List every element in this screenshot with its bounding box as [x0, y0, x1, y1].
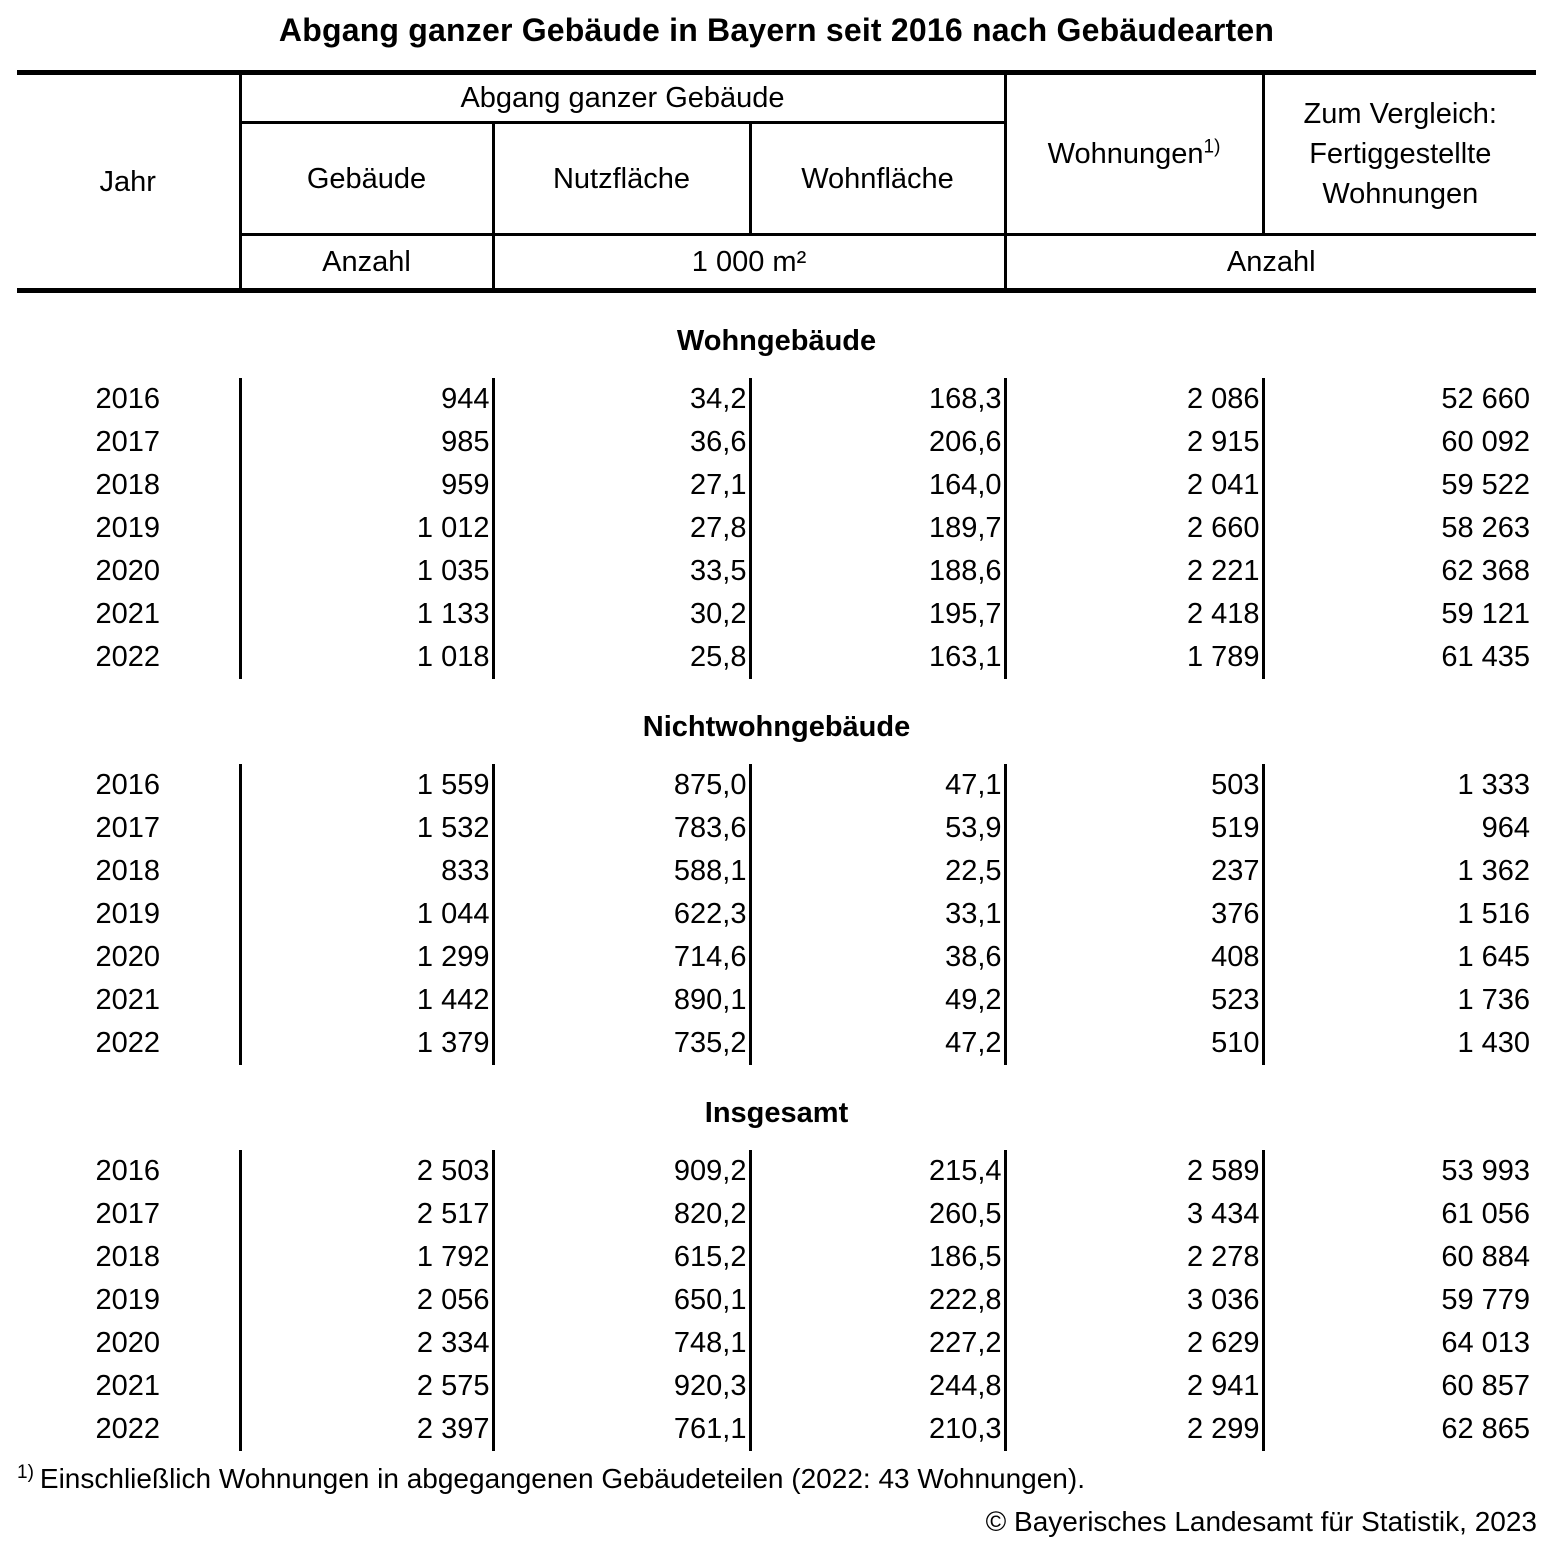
section-title-row	[17, 291, 1536, 379]
cell-wohnungen: 2 915	[1005, 421, 1263, 464]
table-row	[17, 1365, 1536, 1408]
cell-nutzflaeche: 27,1	[493, 464, 750, 507]
cell-fertiggestellte-wohnungen: 62 865	[1441, 1413, 1531, 1445]
footnote	[17, 1462, 1085, 1496]
cell-gebaeude: 1 018	[240, 636, 493, 679]
table-row	[17, 850, 1536, 893]
cell-wohnungen: 2 278	[1005, 1236, 1263, 1279]
cell-year: 2016	[17, 764, 240, 807]
cell-wohnflaeche: 189,7	[750, 507, 1005, 550]
table-row	[17, 893, 1536, 936]
cell-year: 2018	[17, 464, 240, 507]
cell-nutzflaeche: 588,1	[493, 850, 750, 893]
cell-gebaeude: 1 133	[240, 593, 493, 636]
cell-wohnungen: 519	[1005, 807, 1263, 850]
cell-wohnungen: 3 036	[1005, 1279, 1263, 1322]
cell-wohnungen: 376	[1005, 893, 1263, 936]
header-cell-wohnflaeche: Wohnfläche	[750, 123, 1005, 235]
cell-fertiggestellte-wohnungen: 64 013	[1441, 1327, 1531, 1359]
cell-wohnflaeche: 206,6	[750, 421, 1005, 464]
section-title-row	[17, 679, 1536, 764]
cell-gebaeude: 1 044	[240, 893, 493, 936]
cell-gebaeude: 944	[240, 378, 493, 421]
unit-cell-anzahl-gebaeude: Anzahl	[240, 235, 493, 291]
header-wohnungen-label: Wohnungen	[1047, 138, 1204, 170]
cell-fertiggestellte-wohnungen: 59 779	[1441, 1284, 1531, 1316]
cell-nutzflaeche: 34,2	[493, 378, 750, 421]
cell-fertiggestellte-wohnungen: 59 522	[1441, 469, 1531, 501]
cell-year: 2018	[17, 1236, 240, 1279]
table-row	[17, 1322, 1536, 1365]
page-title: Abgang ganzer Gebäude in Bayern seit 2016 nach Gebäudearten	[278, 12, 1275, 48]
cell-nutzflaeche: 783,6	[493, 807, 750, 850]
cell-gebaeude: 1 299	[240, 936, 493, 979]
table-row	[17, 421, 1536, 464]
cell-nutzflaeche: 920,3	[493, 1365, 750, 1408]
cell-year: 2017	[17, 807, 240, 850]
cell-fertiggestellte-wohnungen: 1 736	[1457, 984, 1531, 1016]
cell-wohnungen: 408	[1005, 936, 1263, 979]
cell-year: 2022	[17, 1022, 240, 1065]
section-title: Insgesamt	[704, 1097, 849, 1129]
cell-year: 2019	[17, 893, 240, 936]
statistics-table	[17, 70, 1536, 1451]
cell-wohnungen: 2 589	[1005, 1150, 1263, 1193]
cell-wohnungen: 2 221	[1005, 550, 1263, 593]
cell-gebaeude: 2 334	[240, 1322, 493, 1365]
cell-wohnflaeche: 168,3	[750, 378, 1005, 421]
table-row	[17, 936, 1536, 979]
cell-wohnflaeche: 188,6	[750, 550, 1005, 593]
cell-nutzflaeche: 33,5	[493, 550, 750, 593]
table-section	[17, 291, 1536, 680]
cell-fertiggestellte-wohnungen: 1 645	[1457, 941, 1531, 973]
table-row	[17, 636, 1536, 679]
cell-wohnungen: 2 299	[1005, 1408, 1263, 1451]
cell-gebaeude: 2 056	[240, 1279, 493, 1322]
table-row	[17, 1022, 1536, 1065]
cell-wohnflaeche: 53,9	[750, 807, 1005, 850]
cell-nutzflaeche: 748,1	[493, 1322, 750, 1365]
cell-nutzflaeche: 622,3	[493, 893, 750, 936]
cell-wohnungen: 2 086	[1005, 378, 1263, 421]
cell-nutzflaeche: 761,1	[493, 1408, 750, 1451]
cell-nutzflaeche: 615,2	[493, 1236, 750, 1279]
cell-gebaeude: 1 532	[240, 807, 493, 850]
cell-year: 2020	[17, 936, 240, 979]
cell-year: 2017	[17, 421, 240, 464]
table-row	[17, 1408, 1536, 1451]
cell-wohnflaeche: 210,3	[750, 1408, 1005, 1451]
cell-wohnflaeche: 215,4	[750, 1150, 1005, 1193]
cell-fertiggestellte-wohnungen: 61 056	[1441, 1198, 1531, 1230]
cell-wohnflaeche: 244,8	[750, 1365, 1005, 1408]
cell-wohnflaeche: 38,6	[750, 936, 1005, 979]
cell-year: 2018	[17, 850, 240, 893]
table-row	[17, 1193, 1536, 1236]
cell-wohnflaeche: 49,2	[750, 979, 1005, 1022]
cell-wohnungen: 2 418	[1005, 593, 1263, 636]
cell-wohnflaeche: 163,1	[750, 636, 1005, 679]
section-title-row	[17, 1065, 1536, 1150]
cell-wohnungen: 523	[1005, 979, 1263, 1022]
cell-wohnflaeche: 227,2	[750, 1322, 1005, 1365]
cell-fertiggestellte-wohnungen: 60 092	[1441, 426, 1531, 458]
cell-year: 2021	[17, 593, 240, 636]
cell-wohnungen: 1 789	[1005, 636, 1263, 679]
table-row	[17, 979, 1536, 1022]
header-cell-nutzflaeche: Nutzfläche	[493, 123, 750, 235]
cell-fertiggestellte-wohnungen: 53 993	[1441, 1155, 1531, 1187]
cell-fertiggestellte-wohnungen: 62 368	[1441, 555, 1531, 587]
cell-wohnflaeche: 47,2	[750, 1022, 1005, 1065]
table-section	[17, 1065, 1536, 1451]
section-title: Wohngebäude	[676, 325, 877, 357]
cell-nutzflaeche: 30,2	[493, 593, 750, 636]
cell-wohnungen: 510	[1005, 1022, 1263, 1065]
header-cell-gebaeude: Gebäude	[240, 123, 493, 235]
table-header	[17, 73, 1536, 291]
cell-wohnflaeche: 186,5	[750, 1236, 1005, 1279]
cell-wohnungen: 503	[1005, 764, 1263, 807]
cell-wohnflaeche: 164,0	[750, 464, 1005, 507]
cell-gebaeude: 2 503	[240, 1150, 493, 1193]
table-row	[17, 1150, 1536, 1193]
unit-cell-anzahl-wohnungen: Anzahl	[1005, 235, 1536, 291]
cell-gebaeude: 1 559	[240, 764, 493, 807]
header-cell-wohnungen	[1005, 73, 1263, 235]
footnote-marker: 1)	[17, 1461, 34, 1483]
cell-fertiggestellte-wohnungen: 1 430	[1457, 1027, 1531, 1059]
cell-nutzflaeche: 820,2	[493, 1193, 750, 1236]
cell-gebaeude: 2 397	[240, 1408, 493, 1451]
unit-cell-quadratmeter: 1 000 m²	[493, 235, 1005, 291]
cell-year: 2019	[17, 507, 240, 550]
cell-nutzflaeche: 25,8	[493, 636, 750, 679]
cell-year: 2021	[17, 979, 240, 1022]
cell-nutzflaeche: 875,0	[493, 764, 750, 807]
copyright: © Bayerisches Landesamt für Statistik, 2023	[985, 1506, 1537, 1537]
cell-wohnungen: 237	[1005, 850, 1263, 893]
cell-wohnungen: 3 434	[1005, 1193, 1263, 1236]
cell-gebaeude: 1 012	[240, 507, 493, 550]
cell-gebaeude: 1 035	[240, 550, 493, 593]
table-row	[17, 764, 1536, 807]
cell-wohnflaeche: 222,8	[750, 1279, 1005, 1322]
table-row	[17, 807, 1536, 850]
cell-wohnungen: 2 041	[1005, 464, 1263, 507]
cell-wohnungen: 2 660	[1005, 507, 1263, 550]
cell-fertiggestellte-wohnungen: 1 333	[1457, 769, 1531, 801]
cell-gebaeude: 959	[240, 464, 493, 507]
table-row	[17, 550, 1536, 593]
cell-nutzflaeche: 909,2	[493, 1150, 750, 1193]
table-row	[17, 378, 1536, 421]
cell-fertiggestellte-wohnungen: 59 121	[1441, 598, 1531, 630]
cell-nutzflaeche: 890,1	[493, 979, 750, 1022]
cell-year: 2017	[17, 1193, 240, 1236]
cell-gebaeude: 1 442	[240, 979, 493, 1022]
table-row	[17, 1236, 1536, 1279]
cell-nutzflaeche: 36,6	[493, 421, 750, 464]
cell-gebaeude: 2 517	[240, 1193, 493, 1236]
cell-fertiggestellte-wohnungen: 1 516	[1457, 898, 1531, 930]
table-row	[17, 464, 1536, 507]
cell-gebaeude: 1 792	[240, 1236, 493, 1279]
table-row	[17, 593, 1536, 636]
table-section	[17, 679, 1536, 1065]
cell-gebaeude: 985	[240, 421, 493, 464]
cell-year: 2016	[17, 378, 240, 421]
cell-year: 2022	[17, 1408, 240, 1451]
cell-wohnungen: 2 629	[1005, 1322, 1263, 1365]
cell-year: 2020	[17, 1322, 240, 1365]
header-cell-group: Abgang ganzer Gebäude	[240, 73, 1005, 123]
cell-year: 2016	[17, 1150, 240, 1193]
cell-wohnflaeche: 47,1	[750, 764, 1005, 807]
cell-fertiggestellte-wohnungen: 58 263	[1441, 512, 1531, 544]
table-row	[17, 1279, 1536, 1322]
section-title: Nichtwohngebäude	[642, 711, 911, 743]
header-cell-jahr: Jahr	[17, 73, 240, 291]
cell-year: 2020	[17, 550, 240, 593]
cell-year: 2019	[17, 1279, 240, 1322]
cell-gebaeude: 2 575	[240, 1365, 493, 1408]
cell-year: 2022	[17, 636, 240, 679]
cell-nutzflaeche: 735,2	[493, 1022, 750, 1065]
cell-gebaeude: 833	[240, 850, 493, 893]
cell-nutzflaeche: 650,1	[493, 1279, 750, 1322]
cell-wohnflaeche: 260,5	[750, 1193, 1005, 1236]
cell-wohnflaeche: 22,5	[750, 850, 1005, 893]
cell-wohnflaeche: 33,1	[750, 893, 1005, 936]
cell-fertiggestellte-wohnungen: 52 660	[1441, 383, 1531, 415]
table-row	[17, 507, 1536, 550]
footnote-marker-icon: 1)	[1203, 136, 1221, 158]
cell-nutzflaeche: 714,6	[493, 936, 750, 979]
cell-year: 2021	[17, 1365, 240, 1408]
cell-fertiggestellte-wohnungen: 1 362	[1457, 855, 1531, 887]
cell-fertiggestellte-wohnungen: 964	[1481, 812, 1531, 844]
cell-gebaeude: 1 379	[240, 1022, 493, 1065]
footnote-text: Einschließlich Wohnungen in abgegangenen Gebäudeteilen (2022: 43 Wohnungen).	[39, 1463, 1085, 1494]
cell-wohnungen: 2 941	[1005, 1365, 1263, 1408]
cell-nutzflaeche: 27,8	[493, 507, 750, 550]
cell-fertiggestellte-wohnungen: 60 884	[1441, 1241, 1531, 1273]
cell-fertiggestellte-wohnungen: 60 857	[1441, 1370, 1531, 1402]
cell-fertiggestellte-wohnungen: 61 435	[1441, 641, 1531, 673]
header-cell-vergleich: Zum Vergleich: Fertiggestellte Wohnungen	[1263, 73, 1536, 235]
cell-wohnflaeche: 195,7	[750, 593, 1005, 636]
